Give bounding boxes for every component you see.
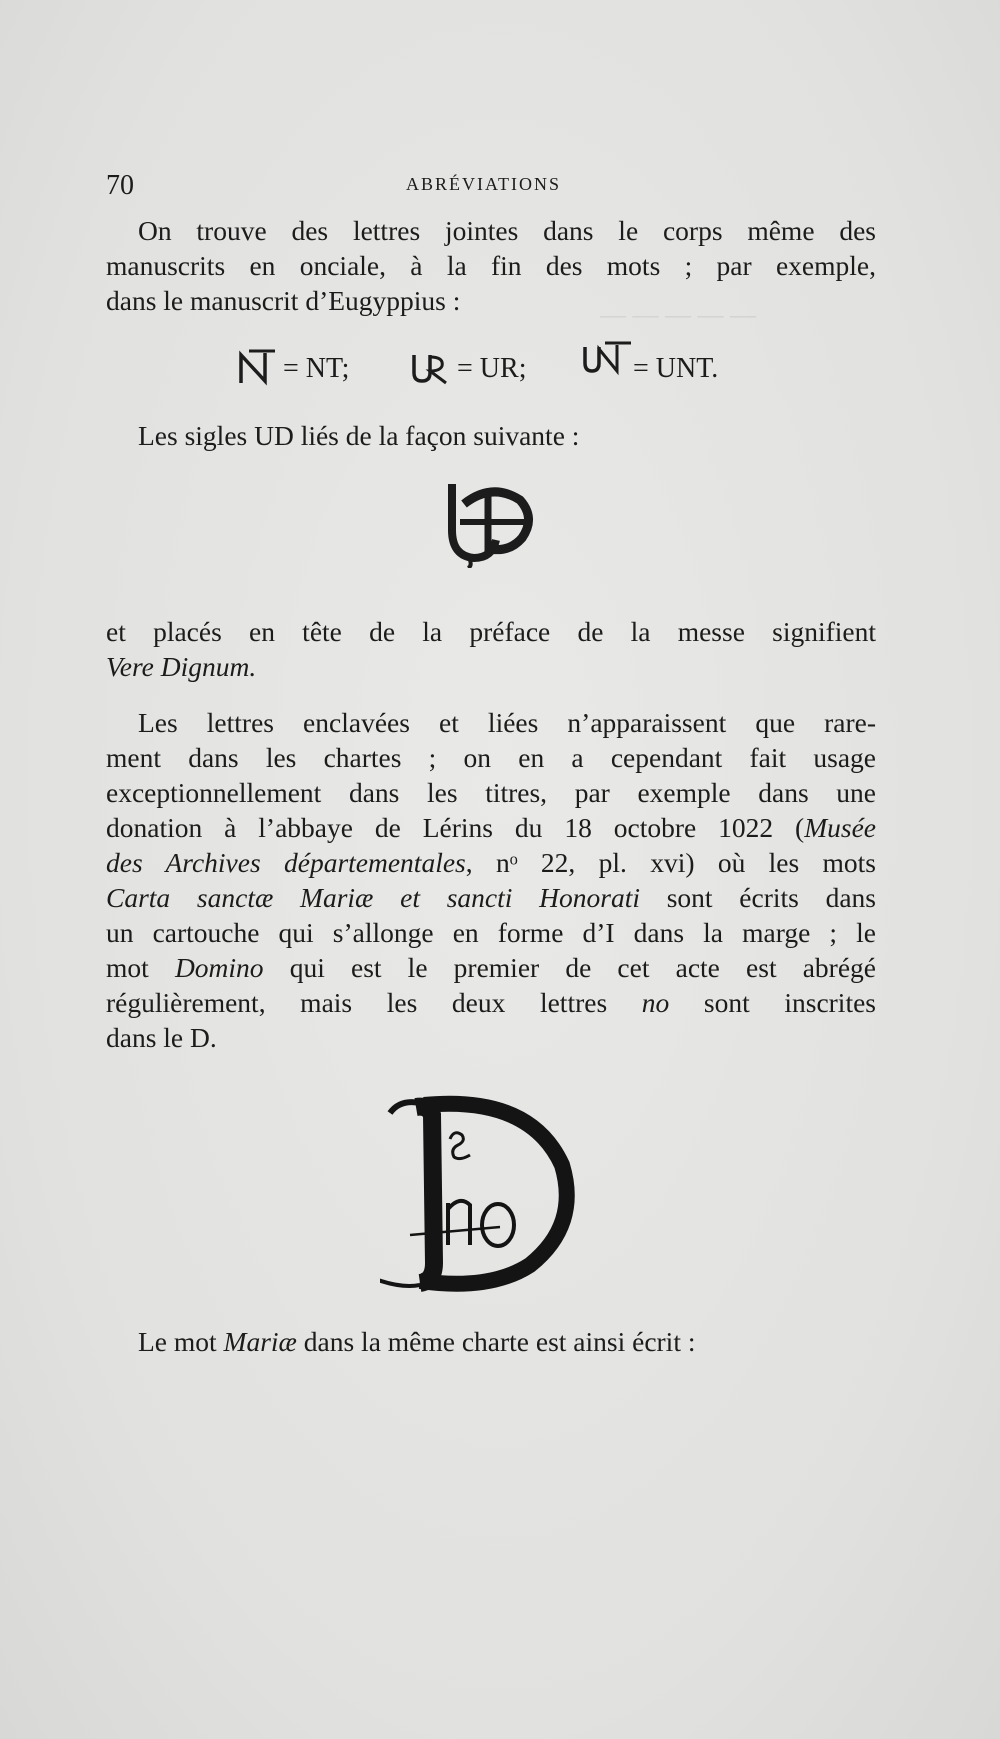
text-line [106, 845, 876, 880]
text-segment: Le mot [138, 1326, 224, 1357]
running-head [106, 170, 876, 202]
paragraph-4 [106, 705, 876, 1055]
paragraph-1 [106, 213, 876, 318]
chapter-title: ABRÉVIATIONS [406, 174, 562, 194]
italic-phrase: des Archives départementales [106, 847, 466, 878]
page-number: 70 [106, 170, 134, 201]
text-segment: régulièrement, mais les deux lettres [106, 987, 642, 1018]
unt-equivalence: = UNT. [633, 353, 719, 384]
text-line: ment dans les chartes ; on en a cependant fait usage [106, 742, 876, 773]
italic-phrase: Carta sanctæ Mariæ et sancti Honorati [106, 882, 640, 913]
italic-phrase: no [641, 987, 670, 1018]
text-line [106, 810, 876, 845]
paragraph-5 [106, 1324, 876, 1359]
paragraph-3 [106, 614, 876, 684]
text-line: dans le D. [106, 1022, 217, 1053]
text-segment: qui est le premier de cet acte est abrégé [263, 952, 877, 983]
text-segment: mot [106, 952, 175, 983]
text-segment: sont inscrites [669, 987, 876, 1018]
italic-phrase: Musée [804, 812, 876, 843]
text-segment: , nᵒ 22, pl. xvi) où les mots [465, 847, 876, 878]
text-line: dans le manuscrit d’Eugyppius : [106, 285, 461, 316]
text-line [106, 1324, 876, 1359]
domino-enclaved-d-figure [380, 1095, 600, 1295]
nt-ligature-glyph [235, 343, 277, 387]
italic-phrase: Vere Dignum. [106, 651, 257, 682]
italic-phrase: Mariæ [223, 1326, 297, 1357]
paragraph-2 [106, 418, 876, 453]
italic-phrase: Domino [174, 952, 264, 983]
text-segment: donation à l’abbaye de Lérins du 18 octobre 1022 ( [106, 812, 805, 843]
ur-ligature-glyph [410, 347, 452, 387]
unt-ligature-glyph [581, 337, 633, 377]
text-segment: sont écrits dans [639, 882, 876, 913]
text-line [106, 950, 876, 985]
text-line: et placés en tête de la préface de la messe signifient [106, 616, 876, 647]
text-line: On trouve des lettres jointes dans le corps même des [138, 215, 876, 246]
text-line: exceptionnellement dans les titres, par exemple dans une [106, 777, 876, 808]
text-line [106, 985, 876, 1020]
text-line [106, 649, 876, 684]
text-segment: dans la même charte est ainsi écrit : [296, 1326, 696, 1357]
text-line [106, 880, 876, 915]
ud-sigil-figure [438, 478, 538, 568]
nt-equivalence: = NT; [283, 353, 350, 384]
bleed-through-decoration: — — — — — [600, 300, 756, 329]
text-line: Les sigles UD liés de la façon suivante : [138, 420, 580, 451]
ur-equivalence: = UR; [457, 353, 527, 384]
ligature-examples [235, 343, 795, 389]
text-line: Les lettres enclavées et liées n’apparaissent que rare- [138, 707, 876, 738]
text-line: un cartouche qui s’allonge en forme d’I dans la marge ; le [106, 917, 876, 948]
text-line: manuscrits en onciale, à la fin des mots ; par exemple, [106, 250, 876, 281]
